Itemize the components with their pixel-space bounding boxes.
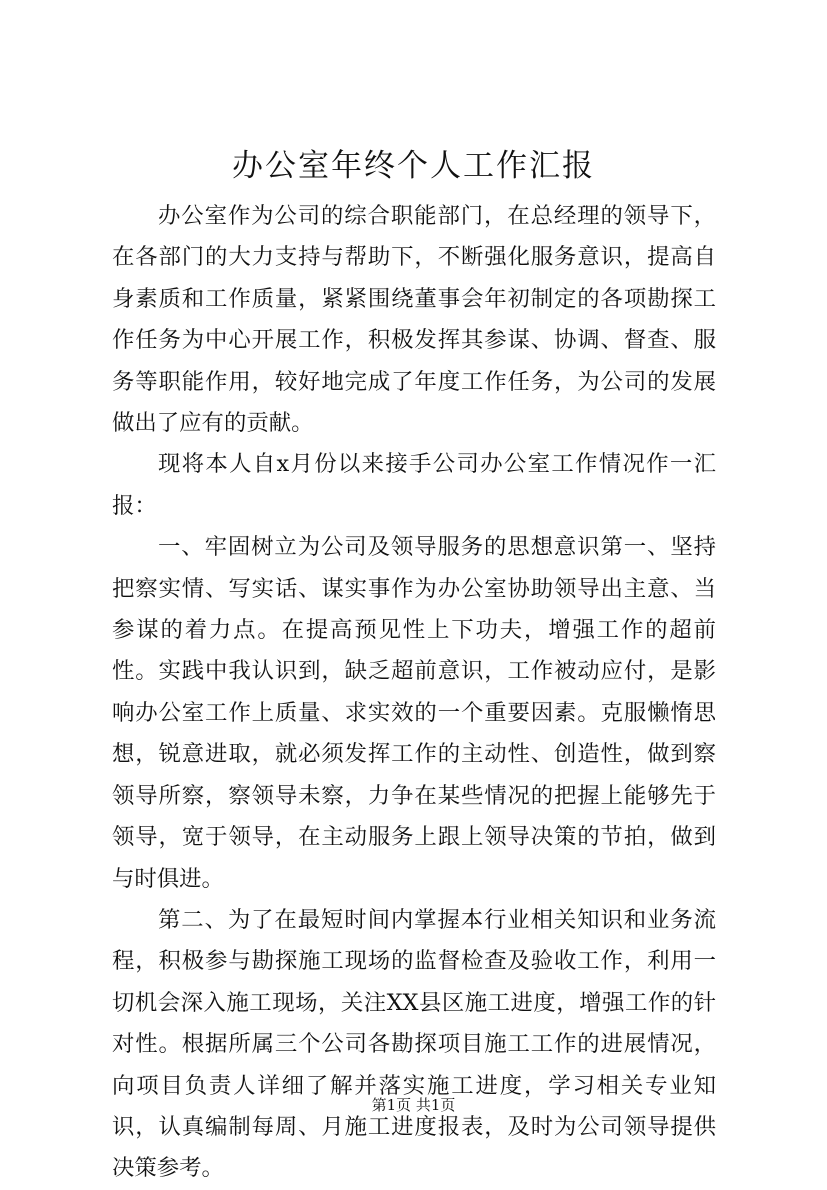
document-body [112, 196, 716, 1190]
paragraph-section-two: 第二、为了在最短时间内掌握本行业相关知识和业务流程，积极参与勘探施工现场的监督检查及验收工作，利用一切机会深入施工现场，关注XX县区施工进度，增强工作的针对性。根据所属三个公司各勘探项目施工工作的进展情况，向项目负责人详细了解并落实施工进度，学习相关专业知识，认真编制每周、月施工进度报表，及时为公司领导提供决策参考。 [112, 906, 716, 1182]
document-title: 办公室年终个人工作汇报 [232, 148, 595, 184]
page-footer: 第1页 共1页 [371, 1096, 456, 1114]
paragraph-intro: 办公室作为公司的综合职能部门，在总经理的领导下，在各部门的大力支持与帮助下，不断强化服务意识，提高自身素质和工作质量，紧紧围绕董事会年初制定的各项勘探工作任务为中心开展工作，积极发挥其参谋、协调、督查、服务等职能作用，较好地完成了年度工作任务，为公司的发展做出了应有的贡献。 [112, 203, 716, 437]
paragraph-section-one: 一、牢固树立为公司及领导服务的思想意识第一、坚持把察实情、写实话、谋实事作为办公室协助领导出主意、当参谋的着力点。在提高预见性上下功夫，增强工作的超前性。实践中我认识到，缺乏超前意识，工作被动应付，是影响办公室工作上质量、求实效的一个重要因素。克服懒惰思想，锐意进取，就必须发挥工作的主动性、创造性，做到察领导所察，察领导未察，力争在某些情况的把握上能够先于领导，宽于领导，在主动服务上跟上领导决策的节拍，做到与时俱进。 [112, 534, 716, 892]
paragraph-report-lead: 现将本人自x月份以来接手公司办公室工作情况作一汇报： [112, 451, 716, 519]
